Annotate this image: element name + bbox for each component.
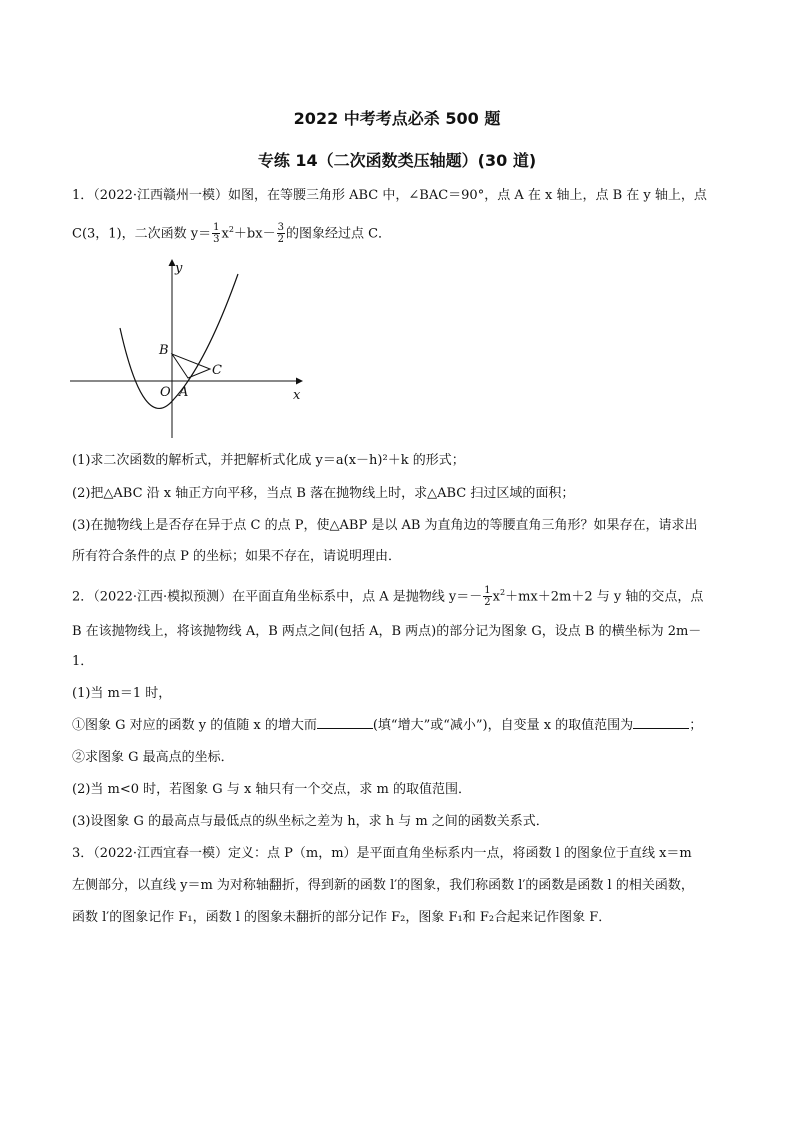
q2-line-1c: ＋mx＋2m＋2 与 y 轴的交点，点	[505, 589, 704, 605]
q2-part-2: (2)当 m<0 时，若图象 G 与 x 轴只有一个交点，求 m 的取值范围．	[72, 782, 472, 797]
q3-line-2: 左侧部分，以直线 y＝m 为对称轴翻折，得到新的函数 l′的图象，我们称函数 l′的函数是函数 l 的相关函数，	[72, 878, 694, 893]
q1-line-2a: C(3，1)，二次函数 y＝	[72, 226, 212, 242]
q1-part-3b: 所有符合条件的点 P 的坐标；如果不存在，请说明理由．	[72, 549, 402, 564]
parabola-figure	[66, 256, 316, 446]
point-b-label: B	[159, 343, 169, 358]
point-c-label: C	[212, 363, 222, 378]
answer-blank-1[interactable]	[317, 717, 373, 729]
q2-line-1b: x	[492, 589, 500, 605]
origin-label: O	[160, 385, 171, 400]
q2-line-1a: 2．（2022·江西·模拟预测）在平面直角坐标系中，点 A 是抛物线 y＝－	[72, 589, 483, 605]
q1-line-2b: x	[221, 226, 229, 242]
q1-part-2: (2)把△ABC 沿 x 轴正方向平移，当点 B 落在抛物线上时，求△ABC 扫过区域的面积；	[72, 486, 575, 501]
q1-line-2c: ＋bx－	[233, 226, 276, 242]
q2-sub-1a: ①图象 G 对应的函数 y 的值随 x 的增大而	[72, 718, 317, 733]
q1-part-3a: (3)在抛物线上是否存在异于点 C 的点 P，使△ABP 是以 AB 为直角边的等腰直角三角形？如果存在，请求出	[72, 518, 698, 533]
q2-sub-1	[72, 717, 702, 735]
q3-line-1: 3．（2022·江西宜春一模）定义：点 P（m，m）是平面直角坐标系内一点，将函数 l 的图象位于直线 x＝m	[72, 846, 692, 861]
q2-sub-1c: ；	[689, 718, 703, 733]
page-title: 2022 中考考点必杀 500 题	[293, 109, 501, 128]
q3-line-3: 函数 l′的图象记作 F₁，函数 l 的图象未翻折的部分记作 F₂，图象 F₁和 F₂合起来记作图象 F．	[72, 910, 612, 925]
q2-line-2: B 在该抛物线上，将该抛物线 A，B 两点之间(包括 A，B 两点)的部分记为图象 G，设点 B 的横坐标为 2m－	[72, 624, 702, 639]
q2-sub-2: ②求图象 G 最高点的坐标．	[72, 750, 234, 765]
q2-part-1: (1)当 m＝1 时，	[72, 686, 172, 701]
triangle-abc	[172, 354, 210, 378]
q2-sub-1b: (填“增大”或“减小”)，自变量 x 的取值范围为	[372, 718, 634, 733]
q1-line-1: 1．（2022·江西赣州一模）如图，在等腰三角形 ABC 中，∠BAC＝90°，点 A 在 x 轴上，点 B 在 y 轴上，点	[72, 188, 707, 203]
answer-blank-2[interactable]	[633, 717, 689, 729]
x-axis-label: x	[293, 388, 301, 403]
q1-part-1: (1)求二次函数的解析式，并把解析式化成 y＝a(x－h)²＋k 的形式；	[72, 453, 465, 468]
point-a-label: A	[179, 385, 189, 400]
y-axis-label: y	[175, 261, 183, 276]
q1-line-2: C(3，1)，二次函数 y＝ $\frac{1}{3}$ $x^2+bx-$ $\frac{3}{2}$ 的图象经过点 C．	[72, 222, 392, 246]
q1-fraction-2: $\frac{3}{2}$	[277, 222, 284, 246]
q2-line-1: 2．（2022·江西·模拟预测）在平面直角坐标系中，点 A 是抛物线 y＝－ $\frac{1}{2}$ $x^2+mx+2m+2$ 与 y 轴的交点，点	[72, 585, 704, 609]
q1-line-2d: 的图象经过点 C．	[285, 226, 392, 242]
page-subtitle: 专练 14（二次函数类压轴题）(30 道)	[257, 151, 537, 170]
q2-fraction: $\frac{1}{2}$	[484, 585, 491, 609]
q1-fraction-1: $\frac{1}{3}$	[213, 222, 220, 246]
q2-part-3: (3)设图象 G 的最高点与最低点的纵坐标之差为 h，求 h 与 m 之间的函数关系式．	[72, 814, 549, 829]
q2-line-3: 1．	[72, 654, 94, 669]
